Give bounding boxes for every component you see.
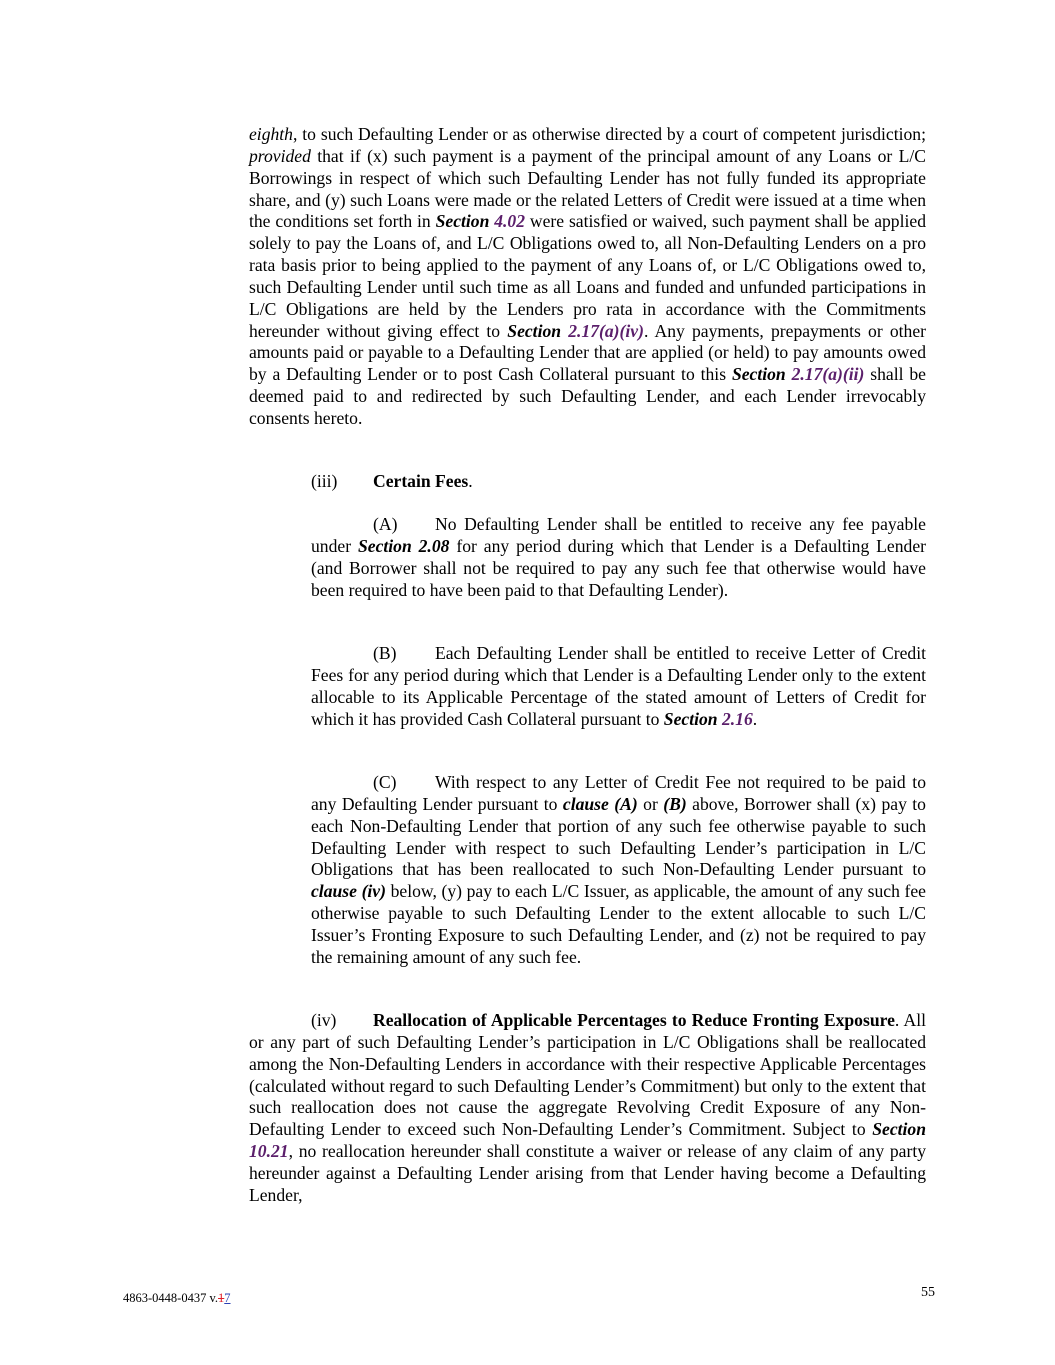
italic-eighth: eighth bbox=[249, 124, 293, 144]
text: above, Borrower shall (x) pay to each Non-Defaulting Lender that portion of any such fee otherwise payable to such Defaulting Lender with respect to such Defaulting Lender’s participation in L/C Obligations that has been reallocated to such Non-Defaulting Lender pursuant to bbox=[311, 793, 926, 880]
clause-reference-iv[interactable]: clause (iv) bbox=[311, 881, 386, 902]
paragraph-eighth bbox=[249, 124, 926, 430]
ref-word: Section bbox=[731, 364, 792, 385]
text: . bbox=[468, 471, 473, 491]
italic-provided: provided bbox=[249, 145, 311, 166]
page-number: 55 bbox=[921, 1285, 935, 1300]
clause-heading: Certain Fees bbox=[373, 471, 469, 491]
text: , to such Defaulting Lender or as otherwise directed by a court of competent jurisdiction; bbox=[292, 124, 926, 144]
clause-label: (B) bbox=[373, 643, 397, 663]
section-reference-2-17-a-iv[interactable] bbox=[507, 321, 644, 341]
clause-label: (C) bbox=[373, 772, 397, 792]
doc-id-text: 4863-0448-0437 v. bbox=[123, 1291, 219, 1305]
clause-label: (iv) bbox=[311, 1010, 337, 1030]
text: . bbox=[752, 708, 758, 729]
clause-c bbox=[311, 772, 926, 969]
clause-b bbox=[311, 643, 926, 730]
section-reference-2-08[interactable]: Section 2.08 bbox=[357, 535, 450, 556]
ref-number: 10.21 bbox=[249, 1141, 289, 1162]
text: , no reallocation hereunder shall constitute a waiver or release of any claim of any party hereunder against a Defaulting Lender arising from that Lender having become a Defaulting Lender, bbox=[249, 1141, 926, 1205]
text: . Any payments, prepayments or other amounts paid or payable to a Defaulting Lender that are applied (or held) to pay amounts owed by a Defaulting Lender or to post Cash Collateral pursuant to this bbox=[249, 320, 927, 385]
text: Each Defaulting Lender shall be entitled to receive Letter of Credit Fees for any period during which that Lender is a Defaulting Lender only to the extent allocable to its Applicable Percentage of the stated amount of Letters of Credit for which it has provided Cash Collateral pursuant to bbox=[311, 643, 926, 729]
clause-reference-b[interactable]: (B) bbox=[663, 793, 687, 814]
ref-number: 2.17(a)(iv) bbox=[568, 320, 644, 341]
ref-word: Section bbox=[435, 211, 495, 232]
heading-certain-fees bbox=[311, 471, 926, 493]
text: . All or any part of such Defaulting Lender’s participation in L/C Obligations shall be reallocated among the Non-Defaulting Lenders in accordance with their respective Applicable Percentages (calculated without regard to such Defaulting Lender’s Commitment) but only to the extent that such reallocation does not cause the aggregate Revolving Credit Exposure of any Non-Defaulting Lender to exceed such Non-Defaulting Lender’s Commitment. Subject to bbox=[249, 1010, 926, 1140]
clause-label: (iii) bbox=[311, 471, 338, 491]
section-reference-2-17-a-ii[interactable] bbox=[732, 364, 864, 384]
ref-word: Section bbox=[872, 1119, 926, 1140]
clause-label: (A) bbox=[373, 514, 398, 534]
clause-reference-a[interactable]: clause (A) bbox=[562, 793, 638, 814]
text: shall be deemed paid to and redirected by such Defaulting Lender, and each Lender irrevocably consents hereto. bbox=[249, 364, 926, 428]
document-id bbox=[123, 1291, 231, 1306]
text: that if (x) such payment is a payment of the principal amount of any Loans or L/C Borrowings in respect of which such Defaulting Lender has not fully funded its appropriate share, and (y) such Loans were made or the related Letters of Credit were issued at a time when the conditions set forth in bbox=[249, 145, 926, 232]
text: for any period during which that Lender is a Defaulting Lender (and Borrower shall not be required to pay any such fee that otherwise would have been required to have been paid to that Defaulting Lender). bbox=[311, 535, 926, 600]
text: were satisfied or waived, such payment shall be applied solely to pay the Loans of, and L/C Obligations owed to, all Non-Defaulting Lenders on a pro rata basis prior to being applied to the payment of any Loans of, or L/C Obligations owed to, such Defaulting Lender until such time as all Loans and funded and unfunded participations in L/C Obligations are held by the Lenders pro rata in accordance with the Commitments hereunder without giving effect to bbox=[249, 211, 926, 341]
ref-number: 4.02 bbox=[494, 211, 526, 232]
ref-word: Section bbox=[663, 708, 722, 729]
section-reference-4-02[interactable] bbox=[436, 211, 525, 231]
text: or bbox=[637, 793, 664, 814]
ref-number: 2.17(a)(ii) bbox=[791, 364, 865, 385]
clause-a bbox=[311, 514, 926, 601]
text: No Defaulting Lender shall be entitled to receive any fee payable under bbox=[311, 514, 926, 556]
clause-iv bbox=[249, 1010, 926, 1207]
text: With respect to any Letter of Credit Fee not required to be paid to any Defaulting Lender pursuant to bbox=[311, 772, 926, 814]
version-inserted: 7 bbox=[224, 1291, 231, 1305]
version-deleted: 1 bbox=[218, 1291, 225, 1305]
ref-number: 2.16 bbox=[721, 708, 753, 729]
ref-word: Section bbox=[507, 320, 569, 341]
text: below, (y) pay to each L/C Issuer, as applicable, the amount of any such fee otherwise payable to such Defaulting Lender to the extent allocable to such L/C Issuer’s Fronting Exposure to such Defaulting Lender, and (z) not be required to pay the remaining amount of any such fee. bbox=[311, 881, 926, 967]
section-reference-2-16[interactable] bbox=[664, 709, 753, 729]
clause-heading: Reallocation of Applicable Percentages to Reduce Fronting Exposure bbox=[373, 1010, 895, 1030]
